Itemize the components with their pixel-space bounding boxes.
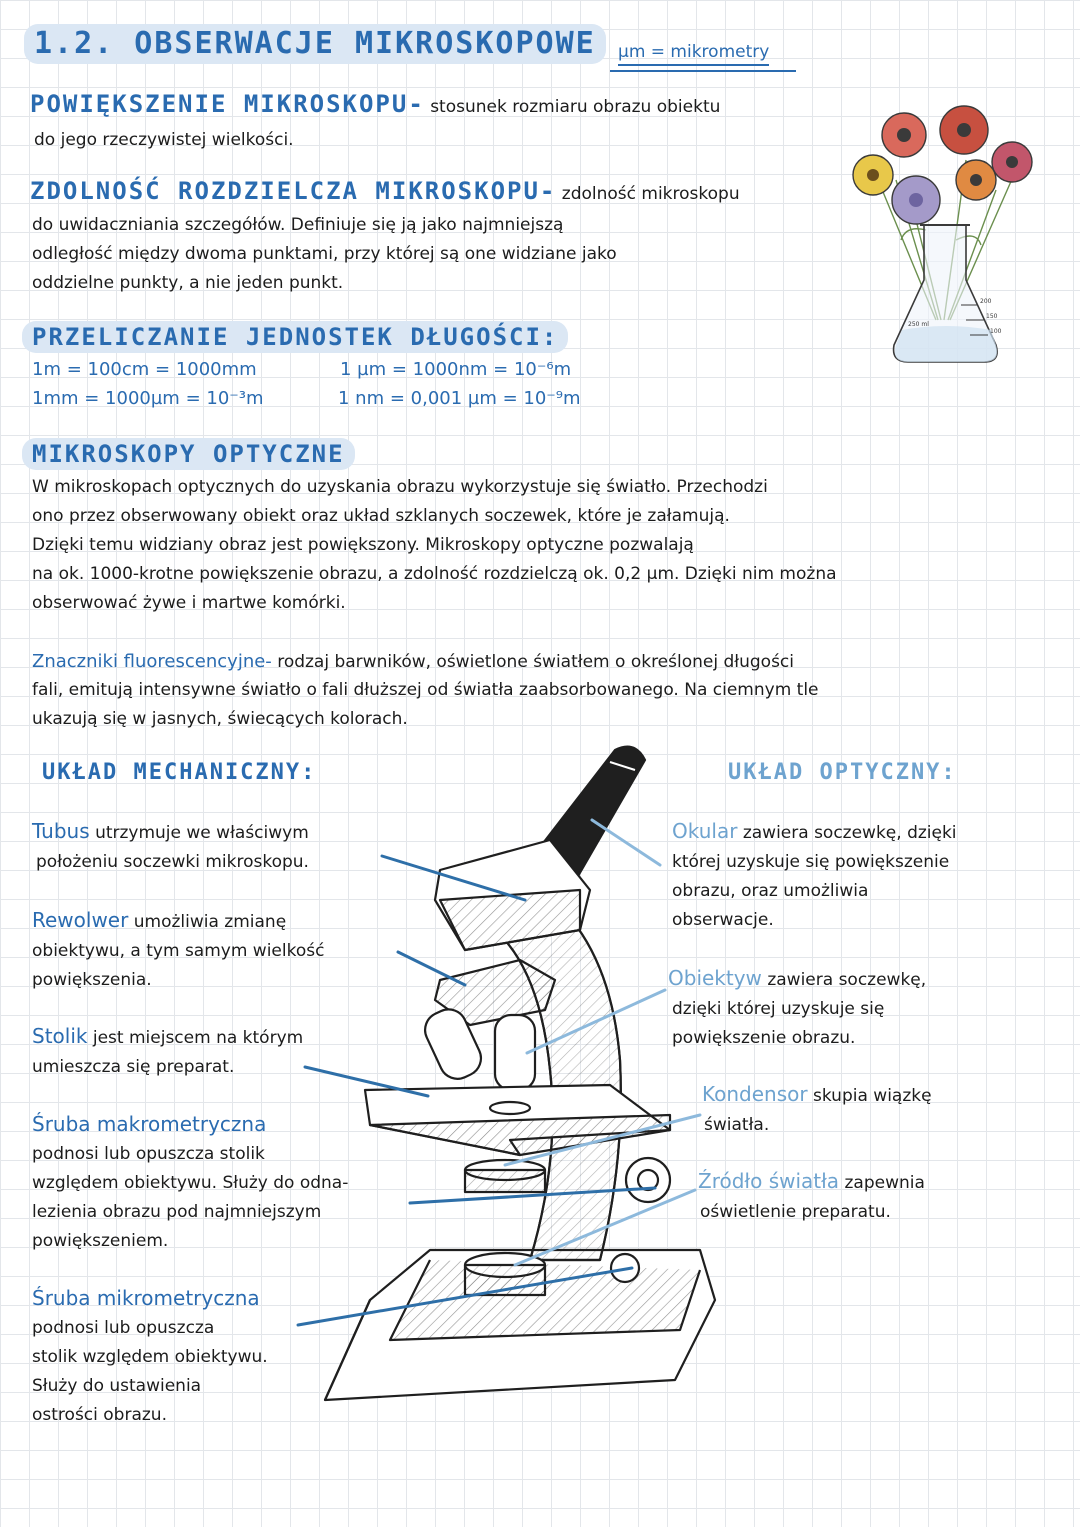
obiektyw-term: Obiektyw [668, 966, 762, 990]
top-note: µm = mikrometry [618, 42, 769, 66]
units-row-2-left: 1mm = 1000µm = 10⁻³m [32, 388, 264, 409]
obiektyw-line-3: powiększenie obrazu. [672, 1028, 856, 1048]
makro-line-1: podnosi lub opuszcza stolik [32, 1144, 265, 1164]
stolik-term: Stolik [32, 1024, 88, 1048]
mikro-line-3: Służy do ustawienia [32, 1376, 202, 1396]
mikro-line-4: ostrości obrazu. [32, 1405, 167, 1425]
title-text: 1.2. OBSERWACJE MIKROSKOPOWE [24, 24, 606, 64]
flask-mark-2: 200 [980, 298, 992, 305]
optical-heading-text: MIKROSKOPY OPTYCZNE [22, 438, 355, 470]
flask-mark-3: 150 [986, 313, 998, 320]
optical-line-2: ono przez obserwowany obiekt oraz układ szklanych soczewek, które je załamują. [32, 506, 730, 526]
tubus-line-2: położeniu soczewki mikroskopu. [36, 852, 309, 872]
obiektyw-line-2: dzięki której uzyskuje się [672, 999, 885, 1019]
makro-term: Śruba makrometryczna [32, 1112, 267, 1136]
macro-pointer [410, 1188, 655, 1203]
flask-mark-4: 100 [990, 328, 1002, 335]
stage-pointer [305, 1067, 428, 1096]
fluorescent-line-1: rodzaj barwników, oświetlone światłem o określonej długości [277, 652, 795, 672]
mechanical-heading: UKŁAD MECHANICZNY: [42, 760, 317, 785]
kondensor-label [702, 1080, 932, 1112]
obiektyw-label [668, 964, 926, 996]
obiektyw-line-1: zawiera soczewkę, [767, 970, 927, 990]
tubus-label [32, 817, 309, 849]
tubus-pointer [382, 856, 525, 900]
eyepiece-pointer [592, 820, 660, 865]
units-row-1-right: 1 µm = 1000nm = 10⁻⁶m [340, 359, 572, 380]
okular-line-4: obserwacje. [672, 910, 774, 930]
rewolwer-line-1: umożliwia zmianę [133, 912, 287, 932]
mikro-line-2: stolik względem obiektywu. [32, 1347, 268, 1367]
optical-line-3: Dzięki temu widziany obraz jest powiększony. Mikroskopy optyczne pozwalają [32, 535, 694, 555]
zrodlo-line-2: oświetlenie preparatu. [700, 1202, 891, 1222]
rewolwer-line-3: powiększenia. [32, 970, 152, 990]
resolution-line-1: zdolność mikroskopu [561, 184, 740, 204]
optical-line-4: na ok. 1000-krotne powiększenie obrazu, a zdolność rozdzielczą ok. 0,2 µm. Dzięki nim można [32, 564, 837, 584]
objective-pointer [527, 990, 665, 1053]
resolution-term: ZDOLNOŚĆ ROZDZIELCZA MIKROSKOPU- [30, 177, 557, 205]
zrodlo-label [698, 1167, 925, 1199]
resolution-line-4: oddzielne punkty, a nie jeden punkt. [32, 273, 344, 293]
light-pointer [515, 1190, 695, 1265]
optical-system-heading: UKŁAD OPTYCZNY: [728, 760, 957, 785]
optical-line-5: obserwować żywe i martwe komórki. [32, 593, 346, 613]
micro-pointer [298, 1268, 632, 1325]
magnification-term: POWIĘKSZENIE MIKROSKOPU- [30, 90, 425, 118]
makro-line-2: względem obiektywu. Służy do odna- [32, 1173, 349, 1193]
revolver-pointer [398, 952, 465, 985]
kondensor-term: Kondensor [702, 1082, 808, 1106]
zrodlo-term: Źródło światła [698, 1169, 840, 1193]
units-row-2-right: 1 nm = 0,001 µm = 10⁻⁹m [338, 388, 581, 409]
fluorescent-term: Znaczniki fluorescencyjne- [32, 651, 272, 672]
units-heading-text: PRZELICZANIE JEDNOSTEK DŁUGOŚCI: [22, 321, 568, 353]
units-row-1-left: 1m = 100cm = 1000mm [32, 359, 257, 380]
rewolwer-term: Rewolwer [32, 908, 129, 932]
resolution-line-3: odległość między dwoma punktami, przy której są one widziane jako [32, 244, 617, 264]
rewolwer-line-2: obiektywu, a tym samym wielkość [32, 941, 325, 961]
mikro-term: Śruba mikrometryczna [32, 1286, 260, 1310]
zrodlo-line-1: zapewnia [844, 1173, 925, 1193]
fluorescent-line-3: ukazują się w jasnych, świecących kolorach. [32, 709, 408, 729]
flask-mark-1: 250 ml [908, 321, 929, 328]
condenser-pointer [505, 1115, 700, 1165]
tubus-line-1: utrzymuje we właściwym [95, 823, 309, 843]
okular-line-1: zawiera soczewkę, dzięki [742, 823, 957, 843]
okular-line-2: której uzyskuje się powiększenie [672, 852, 950, 872]
okular-line-3: obrazu, oraz umożliwia [672, 881, 869, 901]
magnification-line-2: do jego rzeczywistej wielkości. [34, 130, 294, 150]
makro-line-3: lezienia obrazu pod najmniejszym [32, 1202, 322, 1222]
makro-line-4: powiększeniem. [32, 1231, 169, 1251]
okular-label [672, 817, 957, 849]
stolik-line-2: umieszcza się preparat. [32, 1057, 235, 1077]
kondensor-line-2: światła. [704, 1115, 770, 1135]
tubus-term: Tubus [32, 819, 90, 843]
stolik-label [32, 1022, 303, 1054]
rewolwer-label [32, 906, 286, 938]
optical-line-1: W mikroskopach optycznych do uzyskania obrazu wykorzystuje się światło. Przechodzi [32, 477, 768, 497]
kondensor-line-1: skupia wiązkę [813, 1086, 932, 1106]
resolution-line-2: do uwidaczniania szczegółów. Definiuje się ją jako najmniejszą [32, 215, 564, 235]
magnification-line-1: stosunek rozmiaru obrazu obiektu [430, 97, 721, 117]
stolik-line-1: jest miejscem na którym [92, 1028, 304, 1048]
okular-term: Okular [672, 819, 738, 843]
fluorescent-line-2: fali, emitują intensywne światło o fali dłuższej od światła zaabsorbowanego. Na ciemnym tle [32, 680, 819, 700]
mikro-line-1: podnosi lub opuszcza [32, 1318, 215, 1338]
